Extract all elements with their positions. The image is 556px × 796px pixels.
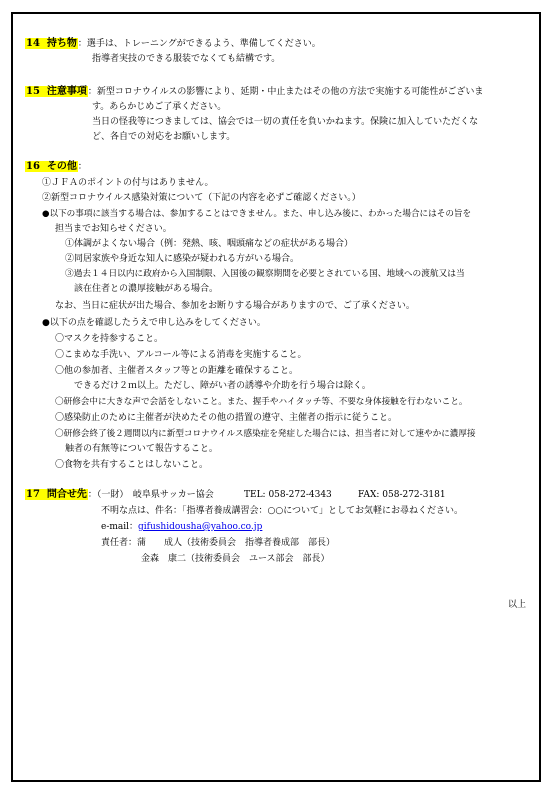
section-17-title: 問合せ先 [46,489,87,500]
contact-inquiry-note: 不明な点は、件名：「指導者養成講習会：○○について」としてお気軽にお尋ねください。 [101,506,464,516]
responsible-person-2: 金森 康二（技術委員会 ユース部会 部長） [141,554,330,564]
email-link[interactable]: gifushidousha@yahoo.co.jp [138,522,263,532]
section-15-line-4: ど、各自での対応をお願いします。 [92,132,236,142]
contact-email-row [101,521,262,533]
closing-mark: 以上 [508,600,527,610]
section-14-title: 持ち物 [46,38,77,49]
responsible-label: 責任者： [101,538,138,548]
section-16-rule-distance-detail: できるだけ２ｍ以上。ただし、障がい者の誘導や介助を行う場合は除く。 [74,381,371,391]
section-17-heading [25,489,214,501]
contact-organization: （一財） 岐阜県サッカー協会 [96,490,214,500]
section-16-ineligible-intro-cont: 担当までお知らせください。 [55,224,172,234]
section-16-title-highlight [25,161,78,172]
section-16-rule-no-food-sharing: 〇食物を共有することはしないこと。 [55,460,209,470]
section-15-title-highlight [25,86,88,97]
section-14-colon: ： [77,39,87,49]
section-14-heading [25,38,321,50]
section-15-title: 注意事項 [46,86,87,97]
section-16-confirm-intro: ●以下の点を確認したうえで申し込みをしてください。 [42,318,266,328]
section-16-colon: ： [77,162,87,172]
section-16-item-jfa-points: ①ＪＦＡのポイントの付与はありません。 [42,178,214,188]
contact-tel: TEL: 058-272-4343 [244,490,332,500]
section-17-colon: ： [87,490,97,500]
section-14-title-highlight [25,38,78,49]
section-16-rule-follow-organizer: 〇感染防止のために主催者が決めたその他の措置の遵守、主催者の指示に従うこと。 [55,413,398,423]
section-17-title-highlight [25,489,88,500]
section-15-line-3: 当日の怪我等につきましては、協会では一切の責任を負いかねます。保険に加入していただくな [92,117,479,127]
section-15-heading [25,86,483,98]
section-16-symptom-note: なお、当日に症状が出た場合、参加をお断りする場合がありますので、ご了承ください。 [55,301,415,311]
section-16-rule-report: 〇研修会終了後２週間以内に新型コロナウイルス感染症を発症した場合には、担当者に対して速やかに濃厚接 [55,429,476,439]
section-16-case-1: ①体調がよくない場合（例：発熱、咳、咽頭痛などの症状がある場合） [65,239,354,249]
section-15-number: 15 [26,86,40,97]
email-label: e-mail： [101,522,139,532]
section-16-title: その他 [46,161,77,172]
section-16-case-2: ②同居家族や身近な知人に感染が疑われる方がいる場合。 [65,254,300,264]
section-16-rule-no-loud-talk: 〇研修会中に大きな声で会話をしないこと。また、握手やハイタッチ等、不要な身体接触を行わないこと。 [55,397,468,407]
section-14-line-1: 選手は、トレーニングができるよう、準備してください。 [86,39,321,49]
section-14-line-2: 指導者実技のできる服装でなくても結構です。 [92,54,281,64]
responsible-person-1: 蒲 成人（技術委員会 指導者養成部 部長） [137,538,336,548]
section-16-case-3-cont: 該在住者との濃厚接触がある場合。 [74,284,219,294]
section-16-item-covid-measures: ②新型コロナウイルス感染対策について（下記の内容を必ずご確認ください。） [42,193,361,203]
section-16-rule-distance: 〇他の参加者、主催者スタッフ等との距離を確保すること。 [55,366,299,376]
section-15-colon: ： [87,87,97,97]
section-16-ineligible-intro: ●以下の事項に該当する場合は、参加することはできません。また、申し込み後に、わかった場合にはその旨を [42,209,472,219]
section-14-number: 14 [26,38,40,49]
section-15-line-1: 新型コロナウイルスの影響により、延期・中止またはその他の方法で実施する可能性がございま [96,87,484,97]
section-17-number: 17 [26,489,40,500]
section-16-case-3: ③過去１４日以内に政府から入国制限、入国後の観察期間を必要とされている国、地域への渡航又は当 [65,269,465,279]
section-16-rule-report-cont: 触者の有無等について報告すること。 [65,444,218,454]
section-15-line-2: す。あらかじめご了承ください。 [92,102,227,112]
section-16-rule-mask: 〇マスクを持参すること。 [55,334,164,344]
responsible-row-1 [101,537,335,549]
section-16-rule-handwash: 〇こまめな手洗い、アルコール等による消毒を実施すること。 [55,350,307,360]
contact-fax: FAX: 058-272-3181 [358,490,446,500]
section-16-number: 16 [26,161,40,172]
section-16-heading [25,161,87,173]
